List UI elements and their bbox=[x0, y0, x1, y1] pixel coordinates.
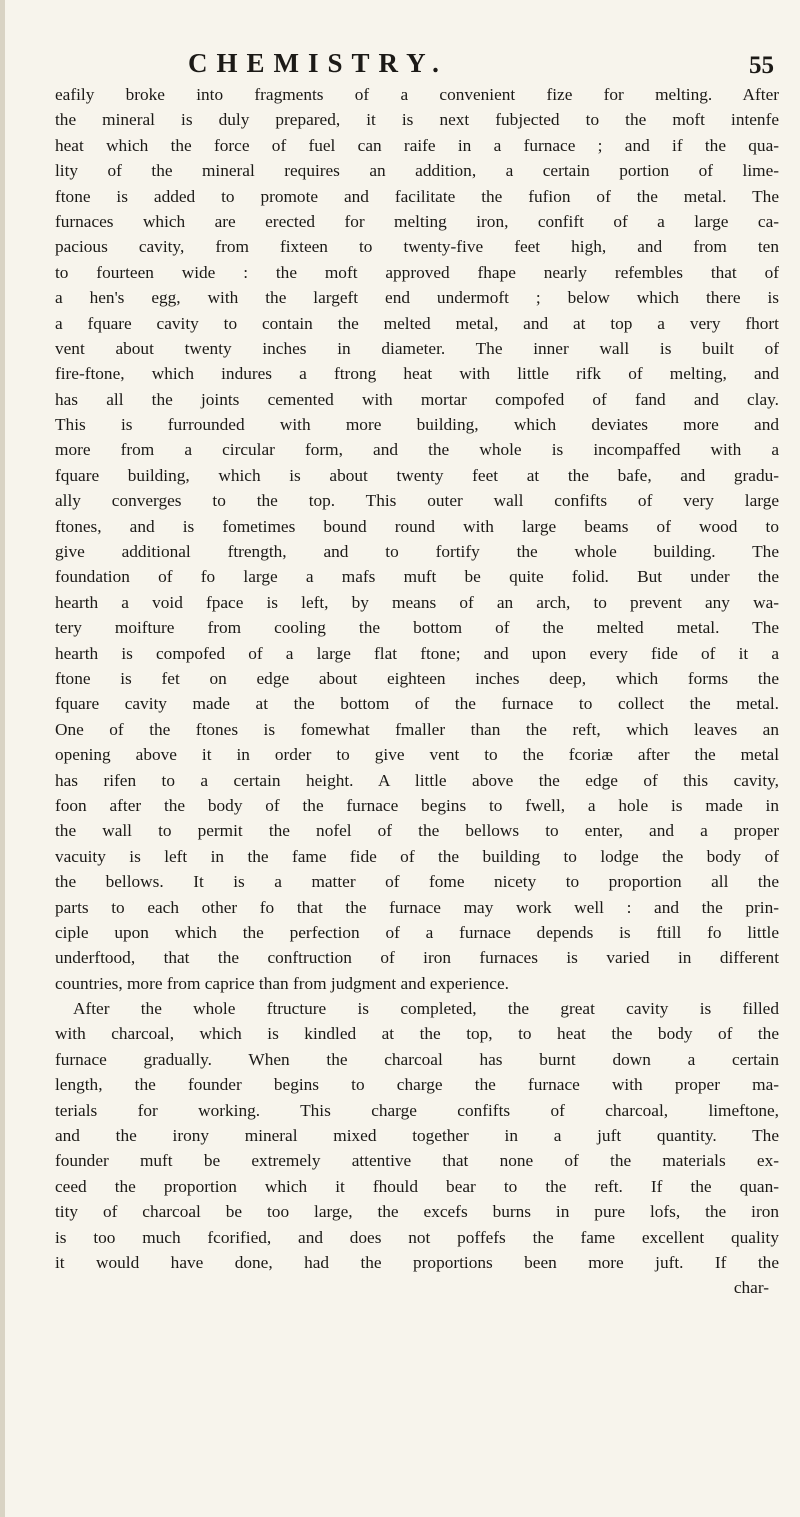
text-line: After the whole ftructure is completed, the great cavity is filled bbox=[73, 999, 779, 1019]
text-line: ally converges to the top. This outer wall confifts of very large bbox=[55, 491, 779, 511]
text-line: hearth a void fpace is left, by means of an arch, to prevent any wa- bbox=[55, 592, 779, 612]
text-line: it would have done, had the proportions been more juft. If the bbox=[55, 1252, 779, 1272]
text-line: ftone is added to promote and facilitate the fufion of the metal. The bbox=[55, 186, 779, 206]
text-line: vacuity is left in the fame fide of the building to lodge the body of bbox=[55, 846, 779, 866]
text-line: heat which the force of fuel can raife in a furnace ; and if the qua- bbox=[55, 135, 779, 155]
page-edge bbox=[0, 0, 5, 1517]
text-line: terials for working. This charge confifts of charcoal, limeftone, bbox=[55, 1100, 779, 1120]
text-line: lity of the mineral requires an addition, a certain portion of lime- bbox=[55, 161, 779, 181]
text-line: ciple upon which the perfection of a furnace depends is ftill fo little bbox=[55, 922, 779, 942]
text-line: has all the joints cemented with mortar compofed of fand and clay. bbox=[55, 389, 779, 409]
text-line: a hen's egg, with the largeft end undermoft ; below which there is bbox=[55, 288, 779, 308]
text-line: foon after the body of the furnace begins to fwell, a hole is made in bbox=[55, 795, 779, 815]
page-number: 55 bbox=[749, 52, 774, 79]
text-line: length, the founder begins to charge the furnace with proper ma- bbox=[55, 1075, 779, 1095]
text-line: more from a circular form, and the whole is incompaffed with a bbox=[55, 440, 779, 460]
text-line: the bellows. It is a matter of fome nicety to proportion all the bbox=[55, 872, 779, 892]
text-line: is too much fcorified, and does not poffefs the fame excellent quality bbox=[55, 1227, 779, 1247]
text-line: foundation of fo large a mafs muft be quite folid. But under the bbox=[55, 567, 779, 587]
text-line: fquare building, which is about twenty feet at the bafe, and gradu- bbox=[55, 465, 779, 485]
text-line: the wall to permit the nofel of the bellows to enter, and a proper bbox=[55, 821, 779, 841]
text-line: fquare cavity made at the bottom of the furnace to collect the metal. bbox=[55, 694, 779, 714]
text-line: and the irony mineral mixed together in a juft quantity. The bbox=[55, 1126, 779, 1146]
text-line: founder muft be extremely attentive that none of the materials ex- bbox=[55, 1151, 779, 1171]
text-line: ftone is fet on edge about eighteen inches deep, which forms the bbox=[55, 668, 779, 688]
text-line: with charcoal, which is kindled at the top, to heat the body of the bbox=[55, 1024, 779, 1044]
text-line: This is furrounded with more building, which deviates more and bbox=[55, 415, 779, 435]
text-line: tery moifture from cooling the bottom of the melted metal. The bbox=[55, 618, 779, 638]
text-line: ftones, and is fometimes bound round with large beams of wood to bbox=[55, 516, 779, 536]
text-line: parts to each other fo that the furnace may work well : and the prin- bbox=[55, 897, 779, 917]
text-line: hearth is compofed of a large flat ftone; and upon every fide of it a bbox=[55, 643, 779, 663]
text-line: pacious cavity, from fixteen to twenty-five feet high, and from ten bbox=[55, 237, 779, 257]
text-line: has rifen to a certain height. A little above the edge of this cavity, bbox=[55, 770, 779, 790]
text-line: furnace gradually. When the charcoal has burnt down a certain bbox=[55, 1049, 779, 1069]
text-line: vent about twenty inches in diameter. The inner wall is built of bbox=[55, 338, 779, 358]
text-line: tity of charcoal be too large, the excefs burns in pure lofs, the iron bbox=[55, 1202, 779, 1222]
text-line: to fourteen wide : the moft approved fhape nearly refembles that of bbox=[55, 262, 779, 282]
text-line: opening above it in order to give vent to the fcoriæ after the metal bbox=[55, 745, 779, 765]
text-line: ceed the proportion which it fhould bear to the reft. If the quan- bbox=[55, 1176, 779, 1196]
text-line: char- bbox=[733, 1278, 769, 1298]
text-line: fire-ftone, which indures a ftrong heat with little rifk of melting, and bbox=[55, 364, 779, 384]
text-line: a fquare cavity to contain the melted metal, and at top a very fhort bbox=[55, 313, 779, 333]
text-line: furnaces which are erected for melting iron, confift of a large ca- bbox=[55, 211, 779, 231]
text-line: eafily broke into fragments of a convenient fize for melting. After bbox=[55, 85, 779, 104]
running-head: CHEMISTRY. bbox=[188, 48, 448, 78]
text-line: give additional ftrength, and to fortify the whole building. The bbox=[55, 542, 779, 562]
text-line: countries, more from caprice than from judgment and experience. bbox=[55, 973, 509, 993]
text-line: the mineral is duly prepared, it is next fubjected to the moft intenfe bbox=[55, 110, 779, 130]
text-line: One of the ftones is fomewhat fmaller than the reft, which leaves an bbox=[55, 719, 779, 739]
text-line: underftood, that the conftruction of iron furnaces is varied in different bbox=[55, 948, 779, 968]
body-text bbox=[55, 82, 779, 1301]
